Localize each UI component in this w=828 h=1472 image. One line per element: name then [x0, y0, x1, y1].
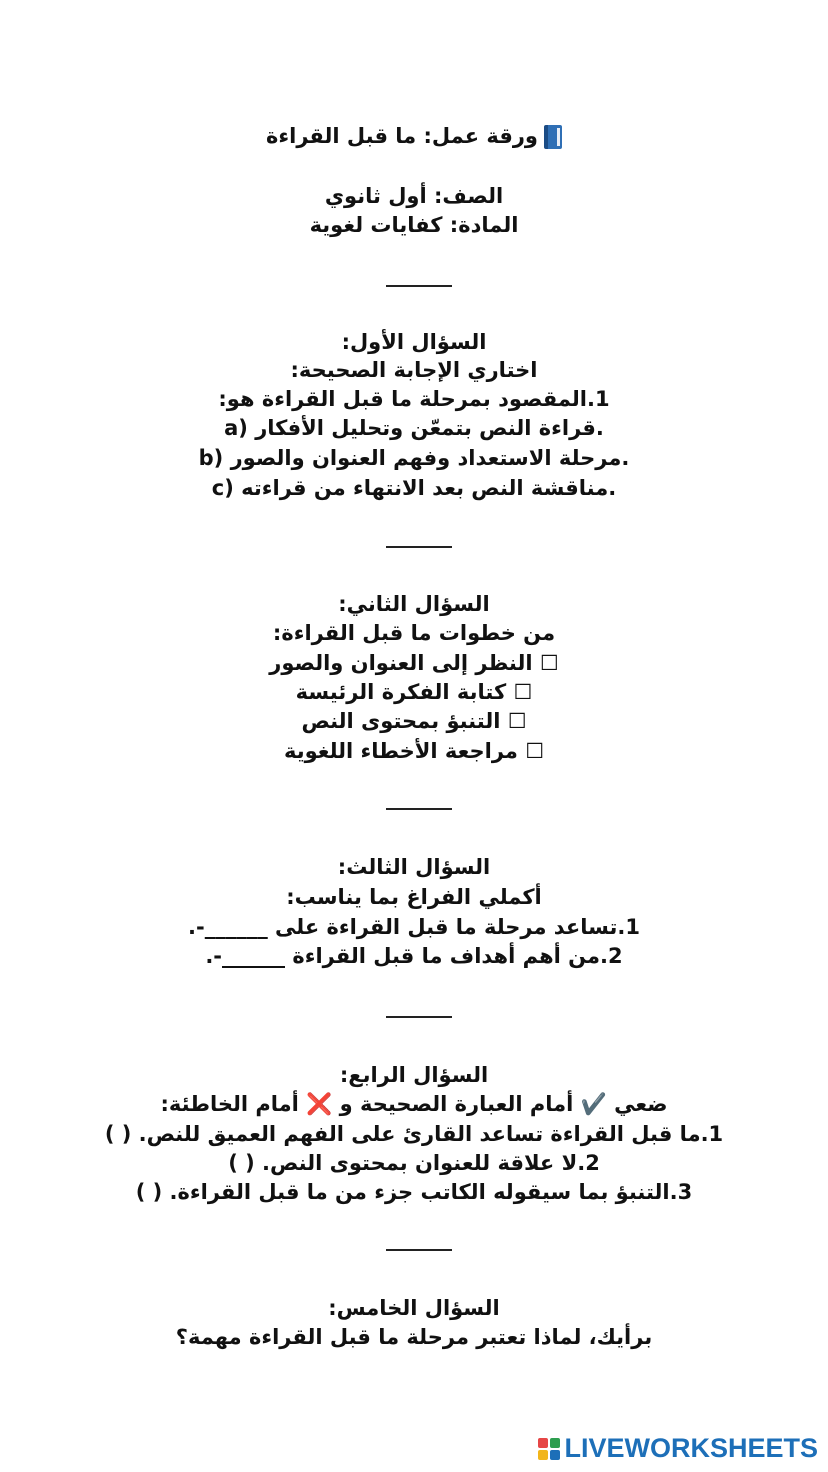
q2-heading: السؤال الثاني: [338, 592, 490, 616]
q4-item-2[interactable]: 2.لا علاقة للعنوان بمحتوى النص. ( ) [228, 1151, 600, 1175]
q1-instruction: اختاري الإجابة الصحيحة: [290, 358, 538, 382]
liveworksheets-logo-icon [538, 1438, 560, 1460]
section-divider [386, 1016, 452, 1018]
book-icon [544, 125, 562, 149]
subject-label: المادة: كفايات لغوية [309, 213, 519, 237]
liveworksheets-brand [538, 1433, 818, 1464]
section-divider [386, 546, 452, 548]
grade-label: الصف: أول ثانوي [324, 184, 504, 208]
q4-instruction: ضعي ✔️ أمام العبارة الصحيحة و ❌ أمام الخاطئة: [160, 1092, 668, 1116]
logo-square-green [550, 1438, 560, 1448]
q5-heading: السؤال الخامس: [328, 1296, 500, 1320]
q4-item-3[interactable]: 3.التنبؤ بما سيقوله الكاتب جزء من ما قبل القراءة. ( ) [135, 1180, 693, 1204]
q2-item-4[interactable]: ☐ مراجعة الأخطاء اللغوية [283, 739, 545, 763]
logo-square-yellow [538, 1450, 548, 1460]
section-divider [386, 1249, 452, 1251]
worksheet-title [0, 122, 828, 151]
q3-instruction: أكملي الفراغ بما يناسب: [286, 885, 542, 909]
q4-heading: السؤال الرابع: [339, 1063, 489, 1087]
q1-stem: 1.المقصود بمرحلة ما قبل القراءة هو: [218, 387, 610, 411]
logo-square-red [538, 1438, 548, 1448]
q4-item-1[interactable]: 1.ما قبل القراءة تساعد القارئ على الفهم العميق للنص. ( ) [104, 1122, 724, 1146]
q3-item-1[interactable]: 1.تساعد مرحلة ما قبل القراءة على ______-. [188, 915, 640, 939]
brand-name: LIVEWORKSHEETS [564, 1433, 818, 1463]
q1-option-a[interactable]: a) قراءة النص بتمعّن وتحليل الأفكار. [224, 416, 604, 440]
q2-instruction: من خطوات ما قبل القراءة: [272, 621, 556, 645]
worksheet-title-text: ورقة عمل: ما قبل القراءة [266, 124, 538, 148]
q2-item-1[interactable]: ☐ النظر إلى العنوان والصور [269, 651, 559, 675]
q1-option-b[interactable]: b) مرحلة الاستعداد وفهم العنوان والصور. [198, 446, 630, 470]
q1-option-c[interactable]: c) مناقشة النص بعد الانتهاء من قراءته. [211, 476, 617, 500]
section-divider [386, 808, 452, 810]
q3-heading: السؤال الثالث: [337, 855, 491, 879]
section-divider [386, 285, 452, 287]
q2-item-3[interactable]: ☐ التنبؤ بمحتوى النص [301, 709, 527, 733]
q1-heading: السؤال الأول: [341, 330, 487, 354]
logo-square-blue [550, 1450, 560, 1460]
q5-question[interactable]: برأيك، لماذا تعتبر مرحلة ما قبل القراءة مهمة؟ [175, 1325, 653, 1349]
q3-item-2[interactable]: 2.من أهم أهداف ما قبل القراءة ______-. [205, 944, 623, 968]
q2-item-2[interactable]: ☐ كتابة الفكرة الرئيسة [295, 680, 533, 704]
